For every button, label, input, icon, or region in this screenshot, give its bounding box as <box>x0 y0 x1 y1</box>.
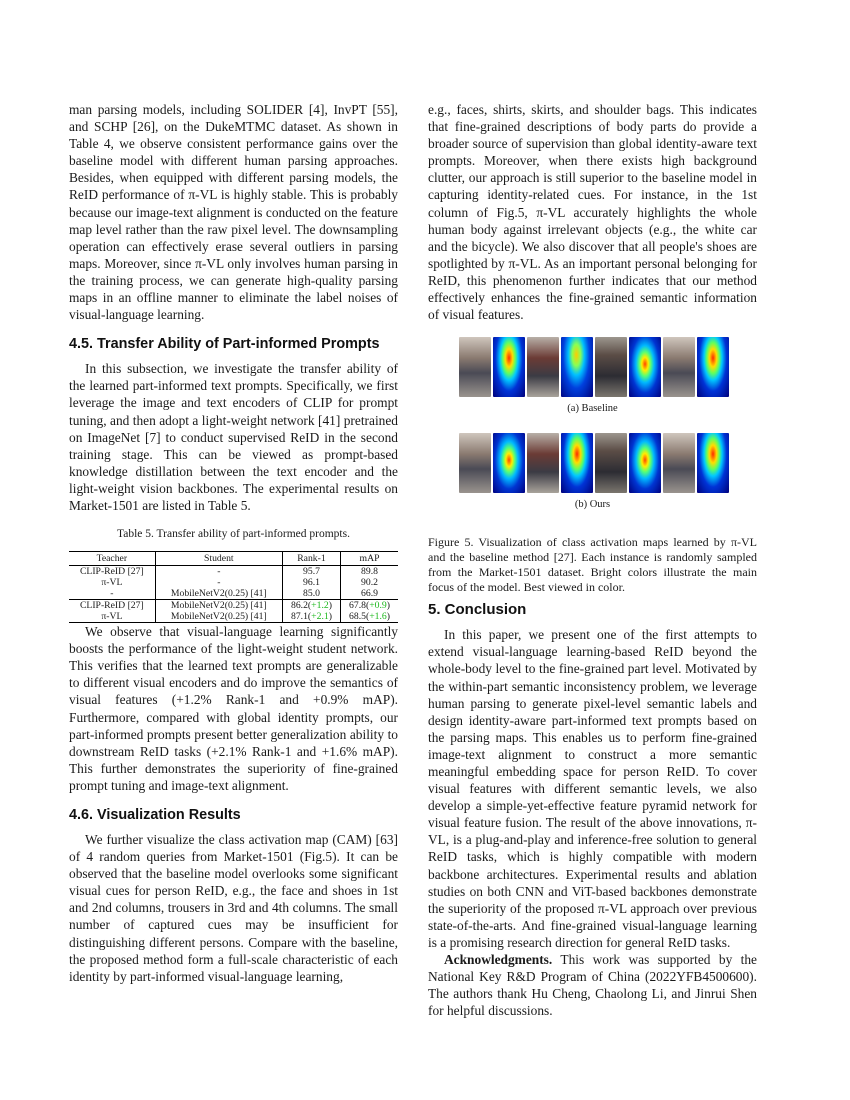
person-image <box>595 433 627 493</box>
table-cell: 90.2 <box>361 577 378 589</box>
table-cell: 67.8(+0.9) <box>341 600 398 612</box>
person-image <box>459 337 491 397</box>
cam-heatmap <box>561 337 593 397</box>
table-cell: MobileNetV2(0.25) [41] <box>155 588 282 600</box>
table-cell: 66.9 <box>361 588 378 600</box>
table-cell: CLIP-ReID [27] <box>69 566 155 578</box>
table-cell: - <box>155 566 282 578</box>
table-cell: - <box>155 577 282 588</box>
person-image <box>527 337 559 397</box>
person-image <box>595 337 627 397</box>
cam-heatmap <box>629 433 661 493</box>
section-heading-5: 5. Conclusion <box>428 601 527 619</box>
table-cell: π-VL <box>69 577 155 588</box>
ack-title: Acknowledgments. <box>444 952 553 967</box>
subcaption-ours: (b) Ours <box>574 499 611 511</box>
table-row <box>69 611 398 623</box>
table-cell: CLIP-ReID [27] <box>69 600 155 612</box>
table-cell: 85.0 <box>282 588 340 600</box>
table-header-row <box>69 552 398 566</box>
table-row <box>69 566 398 578</box>
paragraph-visualization: We further visualize the class activation map (CAM) [63] of 4 random queries from Market-1501 (Fig.5). It can be observed that the baseline model overlooks some significant visual cues for person ReID, e.g., the face and shoes in 1st and 2nd columns, trousers in 3rd and 4th columns. The small number of captured cues may be insufficient for distinguishing different persons. Compare with the baseline, the proposed method form a full-scale characteristic of each identity by part-informed visual-language learning, <box>69 832 398 984</box>
table-cell: MobileNetV2(0.25) [41] <box>155 600 282 612</box>
cam-heatmap <box>697 433 729 493</box>
ack-body: This work was supported by the National Key R&D Program of China (2022YFB4500600). The authors thank Hu Cheng, Chaolong Li, and Jinrui Shen for helpful discussions. <box>428 952 757 1019</box>
person-image <box>663 433 695 493</box>
table-cell: 68.5(+1.6) <box>341 611 398 623</box>
table-5-caption: Table 5. Transfer ability of part-informed prompts. <box>117 528 350 541</box>
figure-5 <box>428 337 757 527</box>
table-cell: 89.8 <box>361 566 378 578</box>
right-column <box>428 101 757 1019</box>
cam-heatmap <box>697 337 729 397</box>
subcaption-baseline: (a) Baseline <box>567 403 618 415</box>
table-5 <box>69 551 398 623</box>
table-cell: 96.1 <box>282 577 340 588</box>
table-row <box>69 600 398 612</box>
cam-heatmap <box>493 337 525 397</box>
table-header-cell: Teacher <box>69 552 155 566</box>
left-column <box>69 101 398 985</box>
person-image <box>663 337 695 397</box>
paragraph-fine-grained: e.g., faces, shirts, skirts, and shoulder bags. This indicates that fine-grained descriptions of body parts do provide a broader source of supervision than global identity-aware text prompts. Moreover, when there exists high background clutter, our approach is still superior to the baseline model in capturing identity-related cues. For instance, in the 1st column of Fig.5, π-VL accurately highlights the whole human body against irrelevant objects (e.g., the white car and the bicycle). We also discover that all people's shoes are spotlighted by π-VL. As an important personal belonging for ReID, this phenomenon further indicates that our method effectively enhances the fine-grained semantic information of visual features. <box>428 102 757 323</box>
table-header-cell: Student <box>155 552 282 566</box>
table-cell: π-VL <box>69 611 155 623</box>
person-image <box>459 433 491 493</box>
paragraph-observe: We observe that visual-language learning significantly boosts the performance of the light-weight student network. This verifies that the learned text prompts are generalizable to different visual encoders and do improve the semantics of visual features (+1.2% Rank-1 and +0.9% mAP). Furthermore, compared with global identity prompts, our part-informed prompts present better generalization ability to downstream ReID tasks (+2.1% Rank-1 and +1.6% mAP). This further demonstrates the superiority of fine-grained prompt tuning and image-text alignment. <box>69 624 398 793</box>
cam-heatmap <box>629 337 661 397</box>
table-row <box>69 577 398 588</box>
paragraph-acknowledgments <box>428 951 757 1019</box>
paragraph-conclusion: In this paper, we present one of the first attempts to extend visual-language learning-based ReID beyond the whole-body level to the fine-grained part level. Motivated by the within-part semantic inconsistency problem, we leverage human parsing to generate pixel-level semantic labels and design identity-aware part-informed text prompts based on the parsing maps. This enables us to perform fine-grained image-text alignment to construct a more semantic meaningful embedding space for person ReID. To cover visual features with different semantic levels, we also develop a simple-yet-effective feature pyramid network for visual feature fusion. The result of the above innovations, π-VL, is a plug-and-play and inference-free solution to general ReID tasks, which is highly compatible with modern backbone architectures. Experimental results and ablation studies on both CNN and ViT-based backbones demonstrate the superiority of the proposed π-VL approach over previous state-of-the-arts. And fine-grained visual-language learning is a promising research direction for general ReID tasks. <box>428 627 757 950</box>
table-cell: 87.1(+2.1) <box>282 611 340 623</box>
table-cell: 95.7 <box>282 566 340 578</box>
baseline-cam-strip <box>459 337 729 397</box>
ours-cam-strip <box>459 433 729 493</box>
cam-heatmap <box>493 433 525 493</box>
table-cell: 86.2(+1.2) <box>282 600 340 612</box>
table-header-cell: Rank-1 <box>282 552 340 566</box>
paragraph-parsing: man parsing models, including SOLIDER [4], InvPT [55], and SCHP [26], on the DukeMTMC dataset. As shown in Table 4, we observe consistent performance gains over the baseline model with different human parsing approaches. Besides, when equipped with different parsing models, the ReID performance of π-VL is highly stable. This is probably because our image-text alignment is conducted on the feature map level rather than the raw pixel level. The downsampling operation can effectively erase several outliers in parsing maps. Moreover, since π-VL only involves human parsing in the training process, we can generate high-quality parsing maps in an offline manner to eliminate the label noises of visual-language learning. <box>69 102 398 323</box>
figure-5-caption: Figure 5. Visualization of class activation maps learned by π-VL and the baseline method [27]. Each instance is randomly sampled from the Market-1501 dataset. Bright colors illustrate the main focus of the model. Best viewed in color. <box>428 535 757 595</box>
table-cell: - <box>69 588 155 600</box>
person-image <box>527 433 559 493</box>
table-cell: MobileNetV2(0.25) [41] <box>155 611 282 623</box>
table-header-cell: mAP <box>341 552 398 566</box>
section-heading-4-6: 4.6. Visualization Results <box>69 807 241 823</box>
table-row <box>69 588 398 600</box>
section-heading-4-5: 4.5. Transfer Ability of Part-informed Prompts <box>69 336 380 353</box>
cam-heatmap <box>561 433 593 493</box>
paragraph-transfer: In this subsection, we investigate the transfer ability of the learned part-informed text prompts. Specifically, we first leverage the image and text encoders of CLIP for prompt tuning, and then adopt a light-weight network [41] pretrained on ImageNet [7] to conduct supervised ReID in the second training stage. This can be viewed as prompt-based knowledge distillation between the text encoder and the light-weight vision backbones. The experimental results on Market-1501 are listed in Table 5. <box>69 361 398 513</box>
